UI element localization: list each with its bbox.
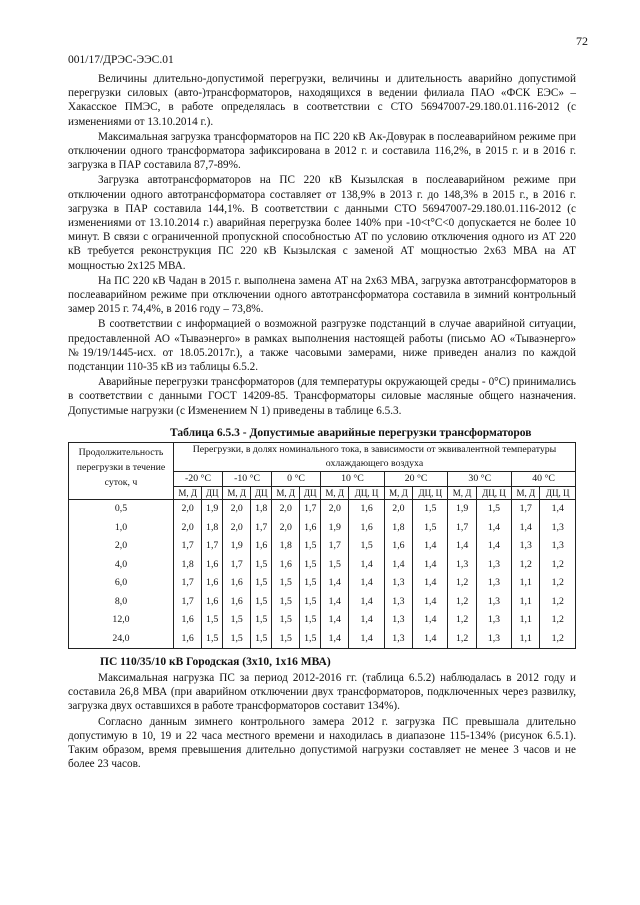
overload-value-cell: 1,8 — [174, 556, 202, 575]
overload-value-cell: 1,5 — [413, 519, 448, 538]
overload-value-cell: 1,5 — [300, 593, 321, 612]
table-row — [69, 537, 576, 556]
overload-value-cell: 1,7 — [512, 500, 540, 519]
duration-cell: 24,0 — [69, 630, 174, 649]
overload-value-cell: 1,5 — [202, 611, 223, 630]
paragraph: Максимальная загрузка трансформаторов на ПС 220 кВ Ак-Довурак в послеаварийном режиме при отключении одного трансформатора зафиксирована в 2012 г. и составила 116,2%, в 2015 г. и в 2016 г. загрузка в ПАР составила 87,7-89%. — [68, 130, 576, 172]
cooling-type-header: ДЦ, Ц — [476, 487, 511, 500]
temperature-header: 0 °С — [272, 472, 321, 487]
cooling-type-header: М, Д — [448, 487, 476, 500]
overload-value-cell: 1,7 — [448, 519, 476, 538]
document-code: 001/17/ДРЭС-ЭЭС.01 — [68, 54, 174, 66]
overload-value-cell: 1,6 — [174, 611, 202, 630]
paragraph: На ПС 220 кВ Чадан в 2015 г. выполнена замена АТ на 2х63 МВА, загрузка автотрансформаторов в послеаварийном режиме при отключении одного автотрансформатора составила в зимний контрольный замер 2015 г. 74,4%, в 2016 году – 73,8%. — [68, 274, 576, 316]
table-row — [69, 574, 576, 593]
body-text — [68, 72, 576, 419]
overload-value-cell: 1,6 — [202, 556, 223, 575]
duration-cell: 2,0 — [69, 537, 174, 556]
overload-value-cell: 1,6 — [349, 519, 384, 538]
duration-cell: 6,0 — [69, 574, 174, 593]
overload-value-cell: 1,4 — [413, 556, 448, 575]
cooling-type-header: М, Д — [223, 487, 251, 500]
overload-value-cell: 1,4 — [349, 574, 384, 593]
overload-value-cell: 1,3 — [540, 537, 576, 556]
paragraph: В соответствии с информацией о возможной разгрузке подстанций в случае аварийной ситуации, предоставленной АО «Тываэнерго» в рамках выполнения настоящей работы (письмо АО «Тываэнерго» №19/19/1445-исх. от 18.05.2017г.), а также часовыми замерами, ниже приведен анализ по каждой подстанции 110-35 кВ из таблицы 6.5.2. — [68, 318, 576, 374]
overload-value-cell: 1,6 — [300, 519, 321, 538]
overload-value-cell: 1,8 — [272, 537, 300, 556]
overload-value-cell: 1,7 — [321, 537, 349, 556]
overload-value-cell: 1,1 — [512, 611, 540, 630]
overload-value-cell: 1,7 — [300, 500, 321, 519]
cooling-type-header: М, Д — [174, 487, 202, 500]
cooling-type-header: ДЦ, Ц — [540, 487, 576, 500]
overload-value-cell: 1,4 — [349, 630, 384, 649]
table-row — [69, 500, 576, 519]
temperature-header: -20 °С — [174, 472, 223, 487]
duration-cell: 0,5 — [69, 500, 174, 519]
section-title: ПС 110/35/10 кВ Городская (3х10, 1х16 МВА) — [100, 656, 331, 668]
overload-value-cell: 1,5 — [476, 500, 511, 519]
overload-value-cell: 1,8 — [384, 519, 412, 538]
overload-value-cell: 1,6 — [349, 500, 384, 519]
duration-cell: 1,0 — [69, 519, 174, 538]
overload-value-cell: 1,5 — [349, 537, 384, 556]
overload-value-cell: 1,3 — [448, 556, 476, 575]
overload-value-cell: 1,3 — [384, 574, 412, 593]
overload-value-cell: 1,5 — [251, 574, 272, 593]
overload-value-cell: 1,1 — [512, 593, 540, 612]
overload-value-cell: 1,5 — [272, 574, 300, 593]
overload-value-cell: 1,9 — [448, 500, 476, 519]
overload-value-cell: 1,4 — [413, 574, 448, 593]
overload-value-cell: 1,7 — [251, 519, 272, 538]
overload-value-cell: 1,4 — [413, 593, 448, 612]
header-duration: Продолжительность перегрузки в течение суток, ч — [69, 443, 174, 500]
overload-value-cell: 1,4 — [413, 537, 448, 556]
paragraph: Согласно данным зимнего контрольного замера 2012 г. загрузка ПС превышала длительно допустимую в 10, 19 и 22 часа местного времени и находилась в диапазоне 115-134% (рисунок 6.5.1). Таким образом, время превышения длительно допустимой нагрузки составляет не менее 3 часов и не более 23 часов. — [68, 715, 576, 771]
overload-value-cell: 1,7 — [174, 537, 202, 556]
cooling-type-header: ДЦ — [300, 487, 321, 500]
overload-value-cell: 1,4 — [321, 611, 349, 630]
overload-value-cell: 2,0 — [272, 519, 300, 538]
paragraph: Максимальная нагрузка ПС за период 2012-2016 гг. (таблица 6.5.2) наблюдалась в 2012 году и составила 26,8 МВА (при аварийном отключении двух трансформаторов, подключенных через развилку, загрузка двух оставшихся в работе трансформаторов составит 134%). — [68, 672, 576, 713]
overload-value-cell: 1,4 — [413, 630, 448, 649]
cooling-type-header: ДЦ, Ц — [349, 487, 384, 500]
page-number: 72 — [576, 34, 588, 48]
cooling-type-header: ДЦ, Ц — [413, 487, 448, 500]
temperature-header: 10 °С — [321, 472, 385, 487]
overload-value-cell: 1,4 — [384, 556, 412, 575]
overload-value-cell: 1,5 — [251, 611, 272, 630]
duration-cell: 8,0 — [69, 593, 174, 612]
duration-cell: 12,0 — [69, 611, 174, 630]
overload-value-cell: 1,5 — [272, 611, 300, 630]
overload-value-cell: 1,4 — [512, 519, 540, 538]
overload-value-cell: 1,5 — [202, 630, 223, 649]
overload-value-cell: 1,7 — [202, 537, 223, 556]
overload-table — [68, 442, 576, 649]
overload-value-cell: 1,2 — [448, 611, 476, 630]
overload-value-cell: 1,3 — [476, 630, 511, 649]
overload-value-cell: 1,9 — [202, 500, 223, 519]
overload-value-cell: 1,6 — [251, 537, 272, 556]
overload-value-cell: 1,3 — [512, 537, 540, 556]
overload-value-cell: 1,6 — [384, 537, 412, 556]
overload-value-cell: 1,1 — [512, 574, 540, 593]
overload-value-cell: 1,7 — [223, 556, 251, 575]
overload-value-cell: 1,5 — [251, 593, 272, 612]
table-row — [69, 593, 576, 612]
temperature-header: 30 °С — [448, 472, 512, 487]
overload-value-cell: 1,4 — [476, 519, 511, 538]
overload-value-cell: 1,5 — [251, 556, 272, 575]
table-row — [69, 519, 576, 538]
overload-value-cell: 1,4 — [321, 593, 349, 612]
overload-value-cell: 1,3 — [476, 556, 511, 575]
overload-value-cell: 1,2 — [540, 611, 576, 630]
overload-value-cell: 1,4 — [349, 556, 384, 575]
temperature-header: -10 °С — [223, 472, 272, 487]
overload-value-cell: 1,5 — [300, 537, 321, 556]
overload-value-cell: 1,5 — [223, 611, 251, 630]
cooling-type-header: М, Д — [512, 487, 540, 500]
overload-value-cell: 1,5 — [300, 556, 321, 575]
table-row — [69, 611, 576, 630]
overload-value-cell: 1,7 — [174, 593, 202, 612]
overload-value-cell: 1,2 — [512, 556, 540, 575]
overload-value-cell: 1,4 — [349, 611, 384, 630]
overload-value-cell: 1,4 — [321, 574, 349, 593]
overload-value-cell: 2,0 — [321, 500, 349, 519]
cooling-type-header: М, Д — [272, 487, 300, 500]
overload-value-cell: 2,0 — [174, 519, 202, 538]
overload-value-cell: 1,2 — [540, 593, 576, 612]
temperature-header: 40 °С — [512, 472, 576, 487]
overload-value-cell: 1,3 — [476, 574, 511, 593]
overload-value-cell: 1,3 — [384, 630, 412, 649]
overload-value-cell: 1,6 — [174, 630, 202, 649]
overload-value-cell: 1,5 — [223, 630, 251, 649]
overload-value-cell: 1,2 — [540, 556, 576, 575]
overload-value-cell: 1,4 — [540, 500, 576, 519]
table-row — [69, 630, 576, 649]
overload-value-cell: 1,7 — [174, 574, 202, 593]
overload-value-cell: 1,6 — [202, 574, 223, 593]
duration-cell: 4,0 — [69, 556, 174, 575]
overload-value-cell: 1,6 — [223, 593, 251, 612]
overload-value-cell: 1,2 — [448, 593, 476, 612]
paragraph: Аварийные перегрузки трансформаторов (для температуры окружающей среды - 0°С) принимались в соответствии с данными ГОСТ 14209-85. Трансформаторы силовые масляные общего назначения. Допустимые нагрузки (с Изменением N 1) приведены в таблице 6.5.3. — [68, 376, 576, 417]
overload-value-cell: 1,4 — [448, 537, 476, 556]
table-caption: Таблица 6.5.3 - Допустимые аварийные перегрузки трансформаторов — [170, 427, 532, 439]
overload-value-cell: 1,3 — [476, 611, 511, 630]
overload-value-cell: 2,0 — [384, 500, 412, 519]
overload-value-cell: 1,2 — [448, 630, 476, 649]
overload-value-cell: 1,4 — [349, 593, 384, 612]
header-overloads: Перегрузки, в долях номинального тока, в зависимости от эквивалентной температуры охлаждающего воздуха — [174, 443, 576, 472]
overload-value-cell: 2,0 — [223, 519, 251, 538]
overload-value-cell: 1,3 — [540, 519, 576, 538]
overload-value-cell: 1,3 — [384, 611, 412, 630]
overload-value-cell: 1,5 — [321, 556, 349, 575]
overload-value-cell: 1,5 — [413, 500, 448, 519]
cooling-type-header: М, Д — [384, 487, 412, 500]
overload-value-cell: 1,3 — [476, 593, 511, 612]
cooling-type-header: ДЦ — [202, 487, 223, 500]
overload-value-cell: 1,8 — [251, 500, 272, 519]
overload-value-cell: 1,5 — [272, 593, 300, 612]
overload-value-cell: 1,1 — [512, 630, 540, 649]
overload-value-cell: 2,0 — [223, 500, 251, 519]
overload-value-cell: 1,9 — [223, 537, 251, 556]
overload-value-cell: 2,0 — [174, 500, 202, 519]
overload-value-cell: 1,5 — [251, 630, 272, 649]
overload-value-cell: 1,3 — [384, 593, 412, 612]
overload-value-cell: 1,4 — [413, 611, 448, 630]
temperature-header: 20 °С — [384, 472, 448, 487]
overload-value-cell: 1,5 — [300, 574, 321, 593]
overload-value-cell: 1,9 — [321, 519, 349, 538]
overload-value-cell: 1,4 — [321, 630, 349, 649]
overload-value-cell: 1,4 — [476, 537, 511, 556]
overload-value-cell: 2,0 — [272, 500, 300, 519]
overload-value-cell: 1,5 — [300, 630, 321, 649]
overload-value-cell: 1,2 — [540, 574, 576, 593]
overload-value-cell: 1,2 — [540, 630, 576, 649]
overload-value-cell: 1,5 — [300, 611, 321, 630]
table-body — [69, 500, 576, 649]
cooling-type-header: М, Д — [321, 487, 349, 500]
overload-value-cell: 1,8 — [202, 519, 223, 538]
paragraph: Загрузка автотрансформаторов на ПС 220 кВ Кызылская в послеаварийном режиме при отключении одного автотрансформатора составляет от 138,9% в 2013 г. до 148,3% в 2015 г., в 2016 г. загрузка в ПАР составила 144,1%. В соответствии с данными СТО 56947007-29.180.01.116-2012 (с изменениями от 13.10.2014 г.) аварийная перегрузка более 140% при -10<t°C<0 допускается не более 10 минут. В связи с ограниченной пропускной способностью АТ по условию отключения одного из АТ 220 кВ требуется реконструкция ПС 220 кВ Кызылская с заменой АТ мощностью 2х63 МВА на АТ мощностью 2х125 МВА. — [68, 174, 576, 272]
body-text-2 — [68, 671, 576, 772]
table-row — [69, 556, 576, 575]
overload-value-cell: 1,6 — [272, 556, 300, 575]
overload-value-cell: 1,2 — [448, 574, 476, 593]
overload-value-cell: 1,5 — [272, 630, 300, 649]
paragraph: Величины длительно-допустимой перегрузки, величины и длительность аварийно допустимой перегрузки силовых (авто-)трансформаторов, находящихся в ведении филиала ПАО «ФСК ЕЭС» – Хакасское ПМЭС, в работе определялась в соответствии с СТО 56947007-29.180.01.116-2012 (с изменениями от 13.10.2014 г.). — [68, 73, 576, 128]
cooling-type-header: ДЦ — [251, 487, 272, 500]
overload-value-cell: 1,6 — [202, 593, 223, 612]
overload-value-cell: 1,6 — [223, 574, 251, 593]
